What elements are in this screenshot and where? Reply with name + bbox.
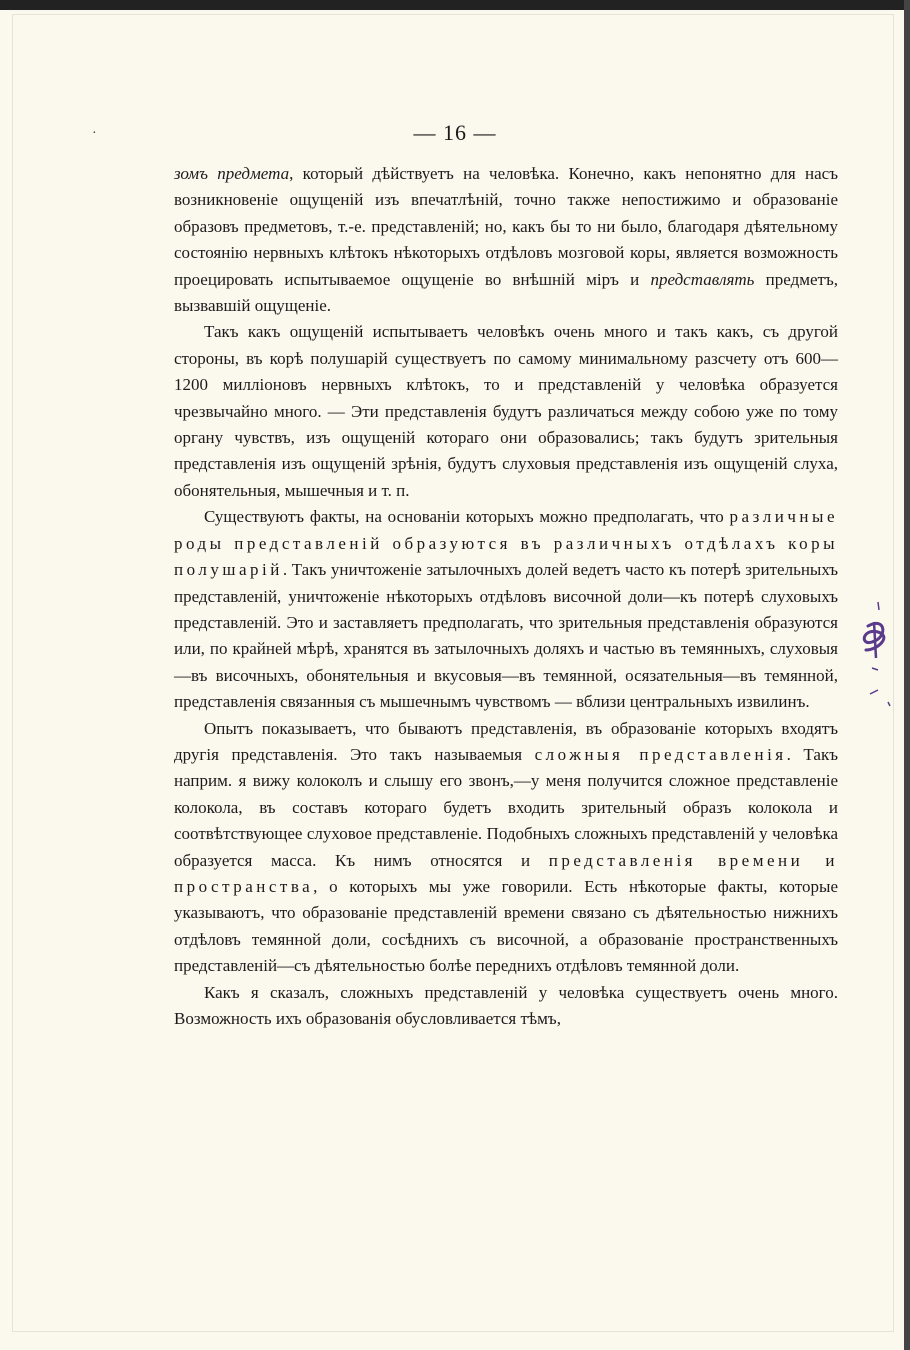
paragraph-3 xyxy=(174,504,838,715)
paragraph-4 xyxy=(174,716,838,980)
text-run: предметъ, вызвавшій ощущеніе. xyxy=(174,269,838,316)
paragraph-5: Какъ я сказалъ, сложныхъ представленій у человѣка существуетъ очень много. Возможность ихъ образованія обусловливается тѣмъ, xyxy=(174,982,838,1028)
spaced-emphasis: различные роды представленій образуются въ различныхъ отдѣлахъ коры полушарій xyxy=(174,507,838,580)
margin-dot: · xyxy=(92,126,97,141)
body-text xyxy=(174,161,838,1032)
spaced-emphasis: представленія времени и пространства xyxy=(174,850,838,896)
text-run: . Такъ наприм. я вижу колоколъ и слышу его звонъ,—у меня получится сложное представленіе колокола, въ составъ котораго будетъ входить зрительный образъ колокола и соотвѣтствующее слуховое представленіе. Подобныхъ сложныхъ представленій у человѣка образуется масса. Къ нимъ относятся и xyxy=(174,744,838,870)
page-right-shadow xyxy=(904,0,910,1350)
text-run: , который дѣйствуетъ на человѣка. Конечно, какъ непонятно для насъ возникновеніе ощущеній изъ впечатлѣній, точно также непостижимо и образованіе образовъ предметовъ, т.-е. представленій; но, какъ бы то ни было, благодаря дѣятельному состоянію нервныхъ клѣтокъ нѣкоторыхъ отдѣловъ мозговой коры, является возможность проецировать испытываемое ощущеніе во внѣшній міръ и xyxy=(174,164,839,289)
paragraph-2: Такъ какъ ощущеній испытываетъ человѣкъ очень много и такъ какъ, съ другой стороны, въ корѣ полушарій существуетъ по самому минимальному разсчету отъ 600—1200 милліоновъ нервныхъ клѣтокъ, то и представленій у человѣка образуется чрезвычайно много. — Эти представленія будутъ различаться между собою уже по тому органу чувствъ, изъ ощущеній котораго они образовались; такъ будутъ зрительныя представленія изъ ощущеній зрѣнія, будутъ слуховыя представленія изъ ощущеній слуха, обонятельныя, мышечныя и т. п. xyxy=(174,322,838,500)
italic-phrase: представлять xyxy=(650,269,755,289)
text-run: Существуютъ факты, на основаніи которыхъ можно предполагать, что xyxy=(204,507,730,527)
italic-phrase: зомъ предмета xyxy=(174,164,290,183)
text-run: Опытъ показываетъ, что бываютъ представленія, въ образованіе которыхъ входятъ другія представленія. Это такъ называемыя xyxy=(174,718,838,764)
page-number: — 16 — xyxy=(413,120,497,145)
spaced-emphasis: сложныя представленія xyxy=(534,744,787,764)
text-run: , о которыхъ мы уже говорили. Есть нѣкоторые факты, которые указываютъ, что образованіе представленій времени связано съ дѣятельностью нижнихъ отдѣловъ темянной доли, сосѣднихъ съ височной, а образованіе пространственныхъ представленій—съ дѣятельностью болѣе переднихъ отдѣловъ темянной доли. xyxy=(174,876,838,976)
marginal-pencil-mark xyxy=(848,598,898,708)
page-top-shadow xyxy=(0,0,910,10)
text-run: . Такъ уничтоженіе затылочныхъ долей ведетъ часто къ потерѣ зрительныхъ представленій, уничтоженіе нѣкоторыхъ отдѣловъ височной доли—къ потерѣ слуховыхъ представленій. Это и заставляетъ предполагать, что зрительныя представленія образуются или, по крайней мѣрѣ, хранятся въ затылочныхъ доляхъ и частью въ темянныхъ, слуховыя—въ височныхъ, обонятельныя и вкусовыя—въ темянной, осязательныя—въ темянной, представленія связанныя съ мышечнымъ чувствомъ — вблизи центральныхъ извилинъ. xyxy=(174,560,838,712)
paragraph-1 xyxy=(174,161,838,319)
